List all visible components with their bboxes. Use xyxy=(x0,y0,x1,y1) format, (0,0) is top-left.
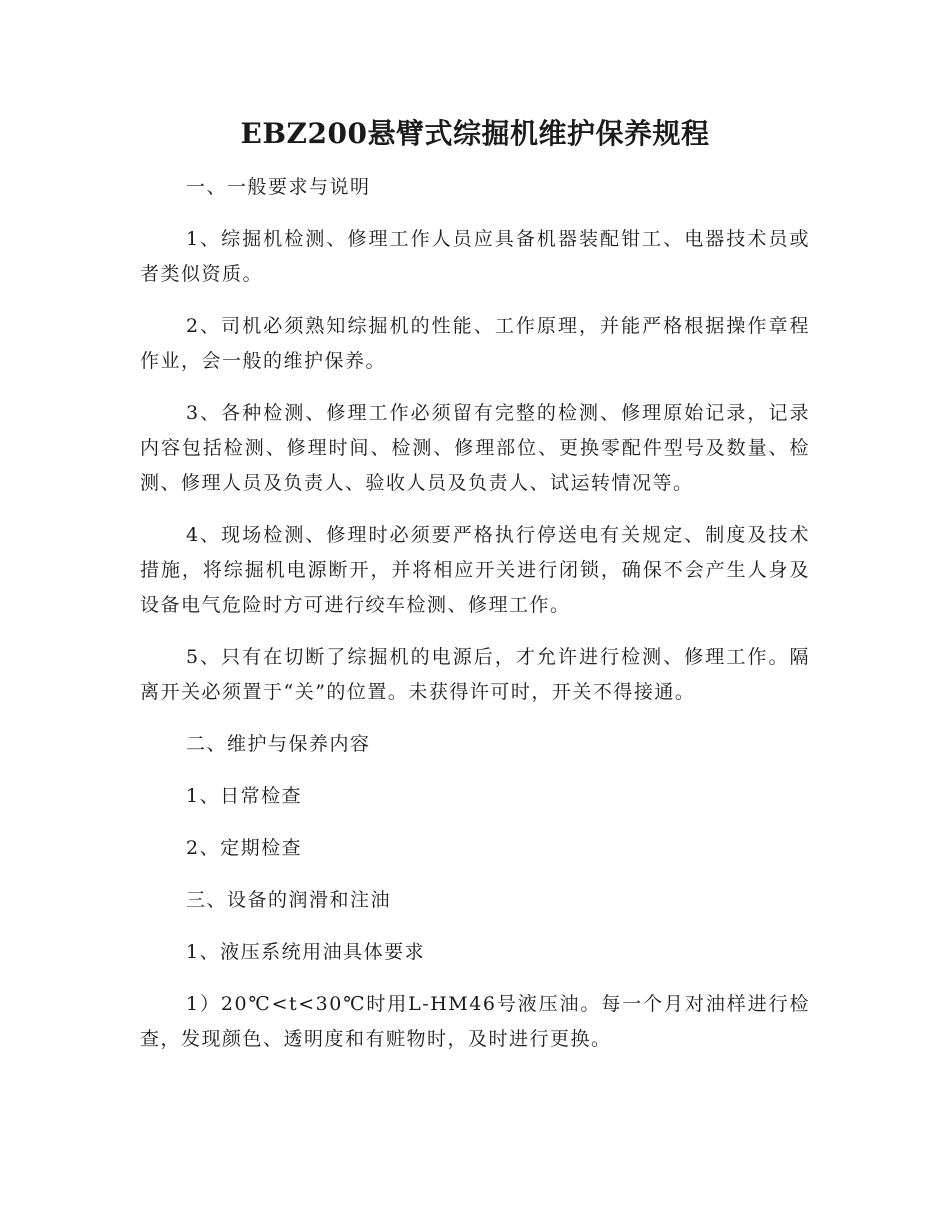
document-title: EBZ200悬臂式综掘机维护保养规程 xyxy=(240,117,710,150)
paragraph-oil-spec: 1）20℃<t<30℃时用L-HM46号液压油。每一个月对油样进行检查，发现颜色、透明度和有赃物时，及时进行更换。 xyxy=(140,993,810,1050)
paragraph-4: 4、现场检测、修理时必须要严格执行停送电有关规定、制度及技术措施，将综掘机电源断开，并将相应开关进行闭锁，确保不会产生人身及设备电气危险时方可进行绞车检测、修理工作。 xyxy=(140,524,810,616)
list-item-daily-check: 1、日常检查 xyxy=(186,785,303,807)
section-heading-general: 一、一般要求与说明 xyxy=(186,176,371,198)
list-item-periodic-check: 2、定期检查 xyxy=(186,837,303,859)
paragraph-2: 2、司机必须熟知综掘机的性能、工作原理，并能严格根据操作章程作业，会一般的维护保养。 xyxy=(140,315,810,372)
list-item-hydraulic-oil: 1、液压系统用油具体要求 xyxy=(186,941,426,963)
paragraph-1: 1、综掘机检测、修理工作人员应具备机器装配钳工、电器技术员或者类似资质。 xyxy=(140,228,810,285)
section-heading-maintenance: 二、维护与保养内容 xyxy=(186,733,371,755)
section-heading-lubrication: 三、设备的润滑和注油 xyxy=(186,889,392,911)
paragraph-3: 3、各种检测、修理工作必须留有完整的检测、修理原始记录，记录内容包括检测、修理时间、检测、修理部位、更换零配件型号及数量、检测、修理人员及负责人、验收人员及负责人、试运转情况等。 xyxy=(140,402,810,494)
paragraph-5: 5、只有在切断了综掘机的电源后，才允许进行检测、修理工作。隔离开关必须置于“关”的位置。未获得许可时，开关不得接通。 xyxy=(140,646,810,703)
